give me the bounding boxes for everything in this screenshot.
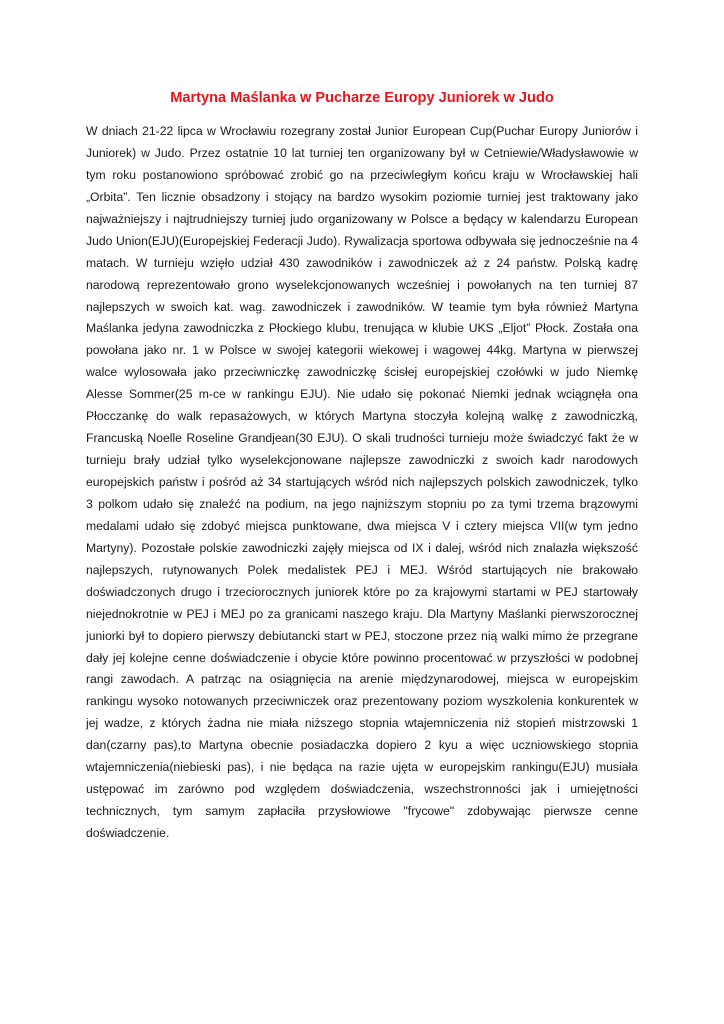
body-line: dan(czarny pas),to Martyna obecnie posiadaczka dopiero 2 kyu a więc uczniowskiego stopnia — [86, 738, 638, 753]
body-line: matach. W turnieju wzięło udział 430 zawodników i zawodniczek aż z 24 państw. Polską kadrę — [86, 255, 638, 270]
body-line: W dniach 21-22 lipca w Wrocławiu rozegrany został Junior European Cup(Puchar Europy Juniorów i — [86, 124, 638, 138]
body-line: Martyny). Pozostałe polskie zawodniczki zajęły miejsca od IX i dalej, wśród nich znalazła większość — [86, 540, 638, 555]
body-line: 3 polkom udało się znaleźć na podium, na jego najniższym stopniu po za tymi trzema brązowymi — [86, 496, 638, 511]
body-line: rankingu wysoko notowanych przeciwniczek oraz prezentowany poziom wyszkolenia konkurentek w — [86, 694, 638, 709]
body-line: najlepszych w swoich kat. wag. zawodniczek i zawodników. W teamie tym była również Martyna — [86, 299, 638, 314]
body-line: Alesse Sommer(25 m-ce w rankingu EJU). Nie udało się pokonać Niemki jednak wciągnęła ona — [86, 387, 638, 402]
body-line: jej wadze, z których żadna nie miała niższego stopnia wtajemniczenia niż stopień mistrzowski 1 — [86, 716, 638, 731]
body-line: turnieju brały udział tylko wyselekcjonowane najlepsze zawodniczki z swoich kadr narodowych — [86, 453, 638, 468]
body-line: Płocczankę do walk repasażowych, w których Martyna stoczyła kolejną walkę z zawodniczką, — [86, 409, 638, 424]
article-body — [86, 121, 638, 845]
body-line: ustępować im zarówno pod względem doświadczenia, wszechstronności jak i umiejętności — [86, 782, 638, 797]
body-line: medalami udało się zdobyć miejsca punktowane, dwa miejsca V i cztery miejsca VII(w tym jedno — [86, 518, 638, 533]
body-line: dały jej kolejne cenne doświadczenie i obycie które powinno procentować w przyszłości w podobnej — [86, 650, 638, 665]
article-title: Martyna Maślanka w Pucharze Europy Juniorek w Judo — [170, 90, 554, 106]
body-line: tym roku postanowiono spróbować zrobić go na przeciwległym końcu kraju w Wrocławskiej hali — [86, 167, 638, 182]
body-line: wtajemniczenia(niebieski pas), i nie będąca na razie ujęta w europejskim rankingu(EJU) musiała — [86, 760, 638, 775]
body-line: technicznych, tym samym zapłaciła przysłowiowe "frycowe" zdobywając pierwsze cenne — [86, 804, 638, 819]
body-line: Judo Union(EJU)(Europejskiej Federacji Judo). Rywalizacja sportowa odbywała się jednocześnie na 4 — [86, 233, 638, 248]
body-line: Maślanka jedyna zawodniczka z Płockiego klubu, trenująca w klubie UKS „Eljot” Płock. Została ona — [86, 321, 638, 336]
body-line: niejednokrotnie w PEJ i MEJ po za granicami naszego kraju. Dla Martyny Maślanki pierwszorocznej — [86, 606, 638, 621]
body-line: doświadczenie. — [86, 826, 170, 840]
body-line: najważniejszy i najtrudniejszy turniej judo organizowany w Polsce a będący w kalendarzu European — [86, 211, 638, 226]
body-line: rangi zawodach. A patrząc na osiągnięcia na arenie międzynarodowej, miejsca w europejskim — [86, 672, 638, 687]
body-line: najlepszych, rutynowanych Polek medalistek PEJ i MEJ. Wśród startujących nie brakowało — [86, 562, 638, 577]
body-line: powołana jako nr. 1 w Polsce w swojej kategorii wiekowej i wagowej 44kg. Martyna w pierwszej — [86, 343, 638, 358]
body-line: Francuską Noelle Roseline Grandjean(30 EJU). O skali trudności turnieju może świadczyć fakt że w — [86, 431, 638, 446]
body-line: Juniorek) w Judo. Przez ostatnie 10 lat turniej ten organizowany był w Cetniewie/Władysławowie w — [86, 145, 638, 160]
body-line: narodową reprezentowało grono wyselekcjonowanych wcześniej i powołanych na ten turniej 87 — [86, 277, 638, 292]
body-line: doświadczonych drugo i trzeciorocznych juniorek które po za krajowymi startami w PEJ startowały — [86, 584, 638, 599]
body-line: walce wylosowała jako przeciwniczkę zawodniczkę ścisłej europejskiej czołówki w judo Niemkę — [86, 365, 638, 380]
body-line: juniorki był to dopiero pierwszy debiutancki start w PEJ, stoczone przez nią walki mimo że przegrane — [86, 628, 638, 643]
body-line: europejskich państw i pośród aż 34 startujących wśród nich najlepszych polskich zawodniczek, tylko — [86, 475, 638, 489]
body-line: „Orbita”. Ten licznie obsadzony i stojący na bardzo wysokim poziomie turniej jest traktowany jako — [86, 189, 638, 204]
